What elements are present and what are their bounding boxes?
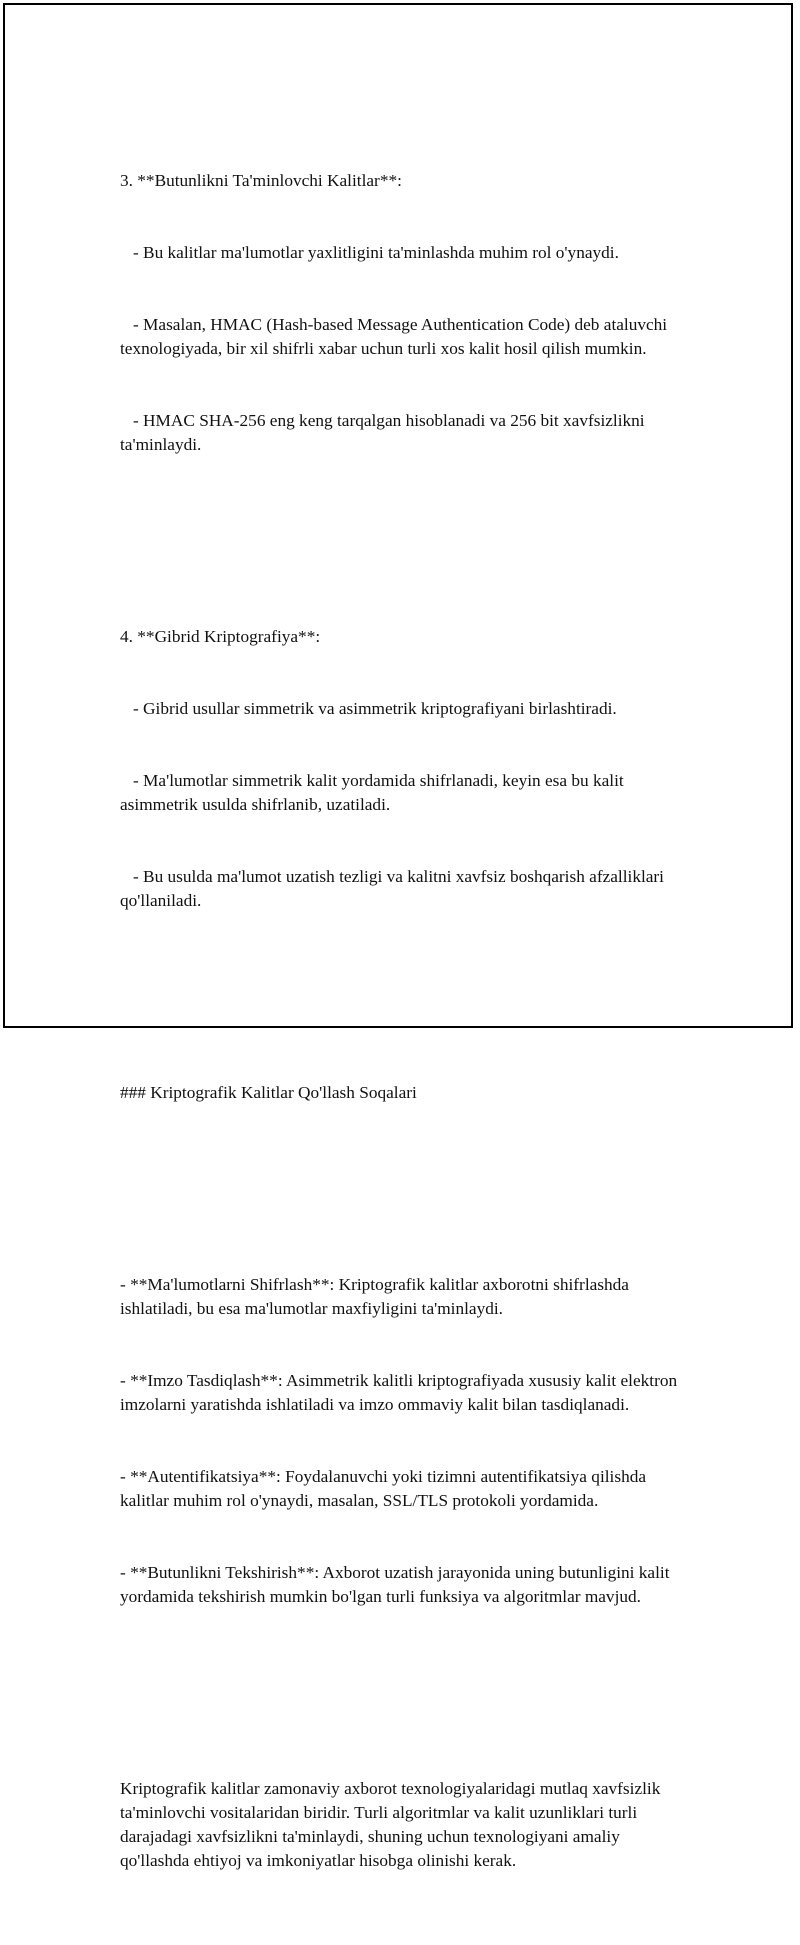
paragraph-spacer: [120, 529, 690, 553]
section-3-heading: 3. **Butunlikni Ta'minlovchi Kalitlar**:: [120, 171, 402, 190]
conclusion-paragraph: Kriptografik kalitlar zamonaviy axborot texnologiyalaridagi mutlaq xavfsizlik ta'minlovchi vositalaridan biridir. Turli algoritmlar va kalit uzunliklari turli darajadagi xavfsizlikni ta'minlaydi, shuning uchun texnologiyani amaliy qo'llashda ehtiyoj va imkoniyatlar hisobga olinishi kerak.: [120, 1779, 665, 1870]
paragraph-spacer: [120, 1681, 690, 1705]
section-4-bullet: - Ma'lumotlar simmetrik kalit yordamida shifrlanadi, keyin esa bu kalit asimmetrik usulda shifrlanib, uzatiladi.: [120, 771, 629, 814]
paragraph-spacer: [120, 985, 690, 1009]
applications-item: - **Autentifikatsiya**: Foydalanuvchi yoki tizimni autentifikatsiya qilishda kalitlar muhim rol o'ynaydi, masalan, SSL/TLS protokoli yordamida.: [120, 1467, 651, 1510]
section-3-bullet: - HMAC SHA-256 eng keng tarqalgan hisoblanadi va 256 bit xavfsizlikni ta'minlaydi.: [120, 411, 649, 454]
paragraph-spacer: [120, 1177, 690, 1201]
applications-item: - **Butunlikni Tekshirish**: Axborot uzatish jarayonida uning butunligini kalit yordamida tekshirish mumkin bo'lgan turli funksiya va algoritmlar mavjud.: [120, 1563, 674, 1606]
section-3-bullet: - Bu kalitlar ma'lumotlar yaxlitligini ta'minlashda muhim rol o'ynaydi.: [120, 243, 619, 262]
section-4-bullet: - Bu usulda ma'lumot uzatish tezligi va kalitni xavfsiz boshqarish afzalliklari qo'llaniladi.: [120, 867, 669, 910]
applications-item: - **Imzo Tasdiqlash**: Asimmetrik kalitli kriptografiyada xususiy kalit elektron imzolarni yaratishda ishlatiladi va imzo ommaviy kalit bilan tasdiqlanadi.: [120, 1371, 682, 1414]
applications-item: - **Ma'lumotlarni Shifrlash**: Kriptografik kalitlar axborotni shifrlashda ishlatiladi, bu esa ma'lumotlar maxfiyligini ta'minlaydi.: [120, 1275, 634, 1318]
section-3-bullet: - Masalan, HMAC (Hash-based Message Authentication Code) deb ataluvchi texnologiyada, bir xil shifrli xabar uchun turli xos kalit hosil qilish mumkin.: [120, 315, 672, 358]
document-page: [3, 3, 793, 1870]
section-4-heading: 4. **Gibrid Kriptografiya**:: [120, 627, 321, 646]
section-4-bullet: - Gibrid usullar simmetrik va asimmetrik kriptografiyani birlashtiradi.: [120, 699, 617, 718]
applications-heading: ### Kriptografik Kalitlar Qo'llash Soqalari: [120, 1083, 417, 1102]
document-body: [120, 97, 690, 1945]
